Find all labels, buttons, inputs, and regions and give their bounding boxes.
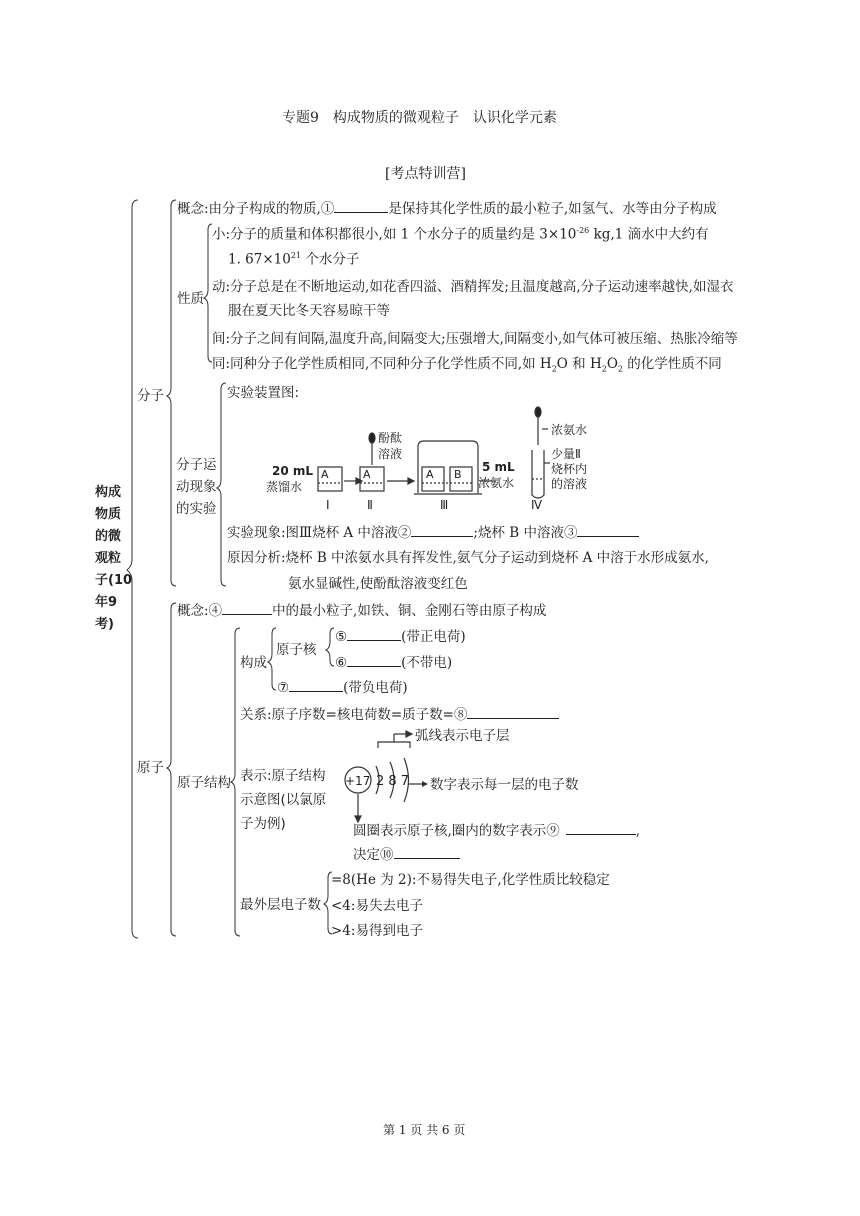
blank-5[interactable]: [347, 628, 401, 641]
experiment-label: 分子运 动现象 的实验: [176, 457, 217, 517]
test-tube-iv: [532, 450, 544, 498]
property-small: 小:分子的质量和体积都很小,如 1 个水分子的质量约是 $3\times 10^{-26}$ kg,1 滴水中大约有: [212, 226, 709, 243]
ii-3: 的溶液: [551, 477, 588, 491]
blank-10[interactable]: [394, 846, 460, 859]
molecule-label: 分子: [137, 388, 164, 404]
page-title: 专题9 构成物质的微观粒子 认识化学元素: [282, 110, 557, 126]
digits-note: 数字表示每一层的电子数: [430, 777, 579, 793]
blank-3[interactable]: [577, 524, 639, 537]
digits-arrow: [408, 778, 430, 790]
root-label: 构成 物质 的微 观粒 子(10 年9 考): [95, 485, 133, 632]
blank-6[interactable]: [347, 654, 401, 667]
diagram-label: 表示:原子结构 示意图(以氯原 子为例): [240, 768, 327, 832]
experiment-figure: [260, 405, 610, 515]
blank-1[interactable]: [334, 200, 388, 213]
property-move: 动:分子总是在不断地运动,如花香四溢、酒精挥发;且温度越高,分子运动速率越快,如湿衣: [212, 279, 734, 295]
blank-2[interactable]: [411, 524, 473, 537]
decide: 决定⑩: [353, 846, 460, 863]
label-b: B: [454, 468, 462, 481]
nh3-name: 浓氨水: [478, 476, 515, 490]
outer-rule-1: =8(He 为 2):不易得失电子,化学性质比较稳定: [331, 872, 610, 888]
property-same: 同:同种分子化学性质相同,不同种分子化学性质不同,如 $H_2O$ 和 $H_2O_2$ 的化学性质不同: [212, 356, 722, 374]
property-small-cont: 1. $67\times 10^{21}$ 个水分子: [228, 251, 360, 268]
label-a1: A: [321, 468, 329, 481]
arc-note: 弧线表示电子层: [415, 728, 510, 744]
page-footer: 第 1 页 共 6 页: [383, 1123, 466, 1137]
nucleus-brace: [326, 628, 334, 666]
item-7: ⑦ (带负电荷): [277, 680, 408, 696]
relation: 关系:原子序数=核电荷数=质子数=⑧: [240, 706, 559, 723]
analysis-cont: 氨水显碱性,使酚酞溶液变红色: [288, 576, 468, 592]
section-heading: [考点特训营]: [385, 166, 466, 182]
property-label: 性质: [177, 291, 204, 307]
circle-note: 圆圈表示原子核,圈内的数字表示⑨ ,: [353, 823, 641, 839]
nucleus-label: 原子核: [276, 642, 317, 658]
composition-brace: [268, 628, 276, 690]
num-2: Ⅱ: [367, 498, 373, 512]
atom-label: 原子: [137, 760, 164, 776]
label-a3: A: [426, 468, 434, 481]
molecule-brace: [167, 200, 176, 586]
dropper-iv: [535, 407, 541, 417]
molecule-concept: 概念:由分子构成的物质,① 是保持其化学性质的最小粒子,如氢气、水等由分子构成: [177, 201, 717, 217]
atom-brace: [167, 603, 176, 936]
outer-rule-3: >4:易得到电子: [331, 923, 423, 939]
property-move-cont: 服在夏天比冬天容易晾干等: [228, 303, 390, 319]
blank-4[interactable]: [222, 602, 272, 615]
water-name: 蒸馏水: [266, 480, 303, 494]
atom-concept: 概念:④ 中的最小粒子,如铁、铜、金刚石等由原子构成: [177, 603, 547, 619]
phenol-2: 溶液: [378, 447, 403, 461]
item-6: ⑥ (不带电): [335, 655, 453, 671]
phenomenon: 实验现象:图Ⅲ烧杯 A 中溶液② ;烧杯 B 中溶液③: [227, 524, 639, 541]
dropper-ii: [369, 433, 375, 443]
item-5: ⑤ (带正电荷): [335, 629, 466, 645]
apparatus-label: 实验装置图:: [227, 385, 300, 401]
structure-brace: [231, 628, 240, 936]
blank-7[interactable]: [289, 679, 343, 692]
nucleus-charge: +17: [345, 774, 371, 788]
structure-label: 原子结构: [177, 775, 231, 791]
label-a2: A: [363, 468, 371, 481]
outer-rule-2: <4:易失去电子: [331, 898, 423, 914]
property-gap: 间:分子之间有间隔,温度升高,间隔变大;压强增大,间隔变小,如气体可被压缩、热胀冷缩等: [212, 331, 738, 347]
ii-1: 少量Ⅱ: [551, 447, 581, 461]
water-volume: 20 mL: [272, 464, 314, 478]
outer-label: 最外层电子数: [240, 897, 321, 913]
ii-2: 烧杯内: [551, 462, 588, 476]
property-brace: [204, 224, 212, 362]
electron-counts: 2 8 7: [376, 774, 410, 789]
analysis: 原因分析:烧杯 B 中浓氨水具有挥发性,氨气分子运动到烧杯 A 中溶于水形成氨水,: [227, 550, 709, 566]
experiment-brace: [217, 383, 226, 586]
conc-nh3: 浓氨水: [551, 423, 588, 437]
nh3-volume: 5 mL: [482, 460, 515, 474]
blank-8[interactable]: [467, 706, 559, 719]
phenol-1: 酚酞: [378, 431, 403, 445]
num-4: Ⅳ: [531, 498, 543, 512]
num-1: Ⅰ: [326, 498, 330, 512]
composition-label: 构成: [240, 655, 267, 671]
num-3: Ⅲ: [440, 498, 449, 512]
blank-9[interactable]: [566, 822, 636, 835]
